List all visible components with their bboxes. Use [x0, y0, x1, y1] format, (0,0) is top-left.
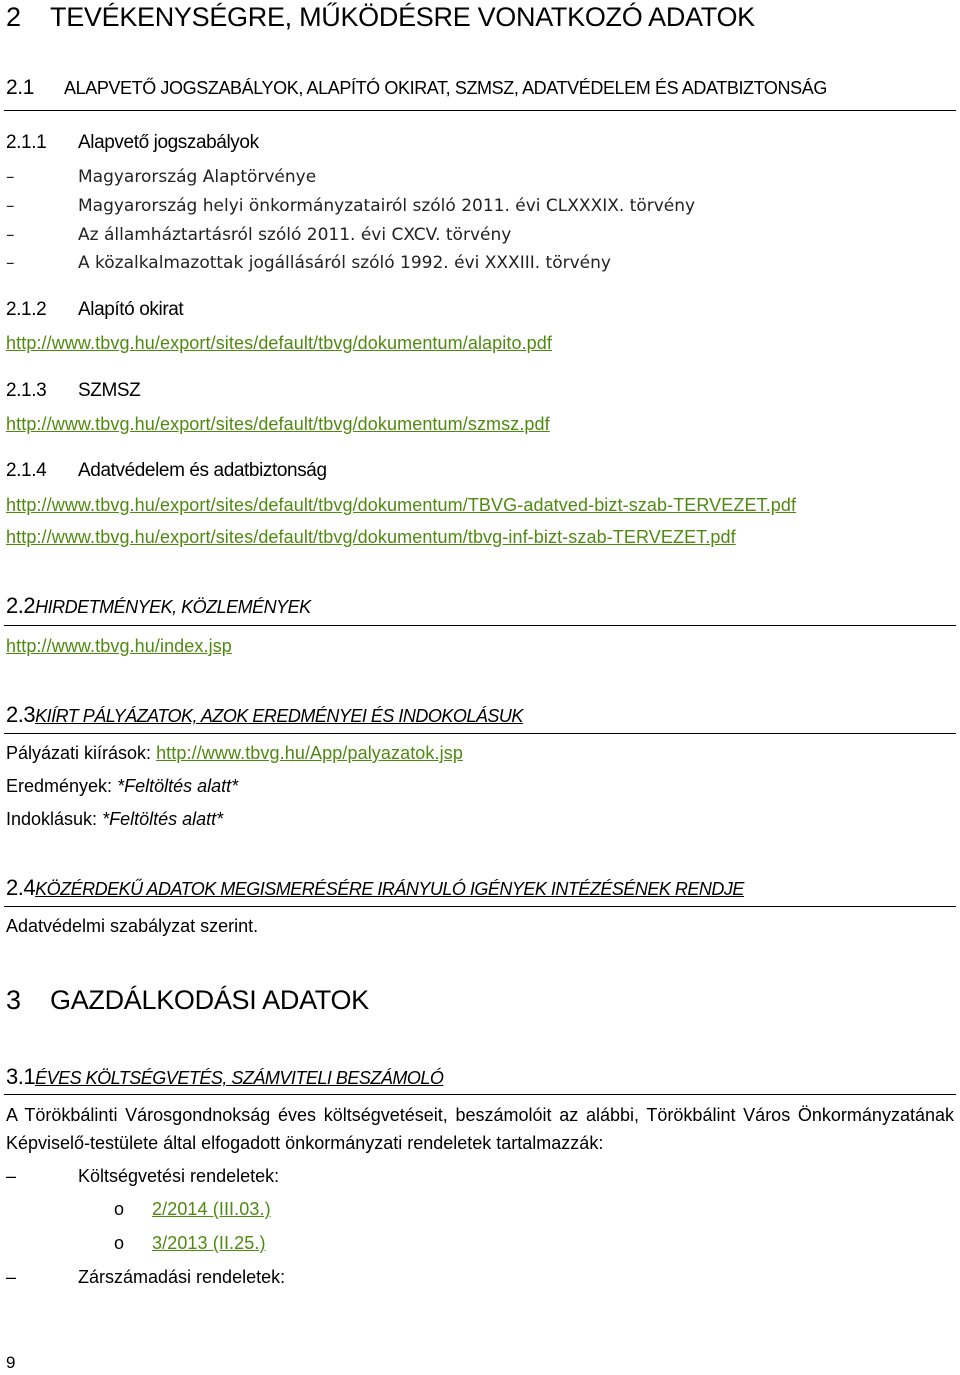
dash-bullet: –: [6, 225, 15, 245]
heading-title: GAZDÁLKODÁSI ADATOK: [50, 985, 369, 1015]
list-item: [6, 1166, 279, 1187]
heading-number: 2.1: [6, 76, 34, 99]
reasons-value: *Feltöltés alatt*: [102, 809, 224, 829]
results-label: Eredmények:: [6, 776, 118, 796]
circle-bullet: o: [114, 1233, 125, 1253]
list-item: [6, 167, 316, 187]
heading-number: 2.1.1: [6, 132, 47, 153]
link-decree-2013[interactable]: 3/2013 (II.25.): [152, 1233, 266, 1253]
heading-2-1: [6, 76, 827, 100]
list-item: [6, 225, 511, 245]
heading-rule: [4, 1094, 956, 1095]
heading-number: 2.3: [6, 702, 36, 727]
heading-2-2: [6, 593, 311, 619]
heading-2: [6, 2, 755, 33]
law-text: A közalkalmazottak jogállásáról szóló 1992. évi XXXIII. törvény: [78, 253, 611, 273]
budget-label: Költségvetési rendeletek:: [78, 1166, 280, 1186]
results-line: [6, 776, 238, 797]
heading-title: KIÍRT PÁLYÁZATOK, AZOK EREDMÉNYEI ÉS INDOKOLÁSUK: [35, 706, 523, 726]
heading-number: 2.4: [6, 875, 36, 900]
heading-title: TEVÉKENYSÉGRE, MŰKÖDÉSRE VONATKOZÓ ADATOK: [50, 2, 755, 32]
circle-bullet: o: [114, 1199, 125, 1219]
link-index[interactable]: http://www.tbvg.hu/index.jsp: [6, 636, 232, 656]
link-informatikai-biztonsag[interactable]: http://www.tbvg.hu/export/sites/default/tbvg/dokumentum/tbvg-inf-bizt-szab-TERVEZET.pdf: [6, 527, 736, 547]
heading-title: Adatvédelem és adatbiztonság: [78, 460, 327, 481]
heading-number: 2.1.4: [6, 460, 47, 481]
link-palyazatok[interactable]: http://www.tbvg.hu/App/palyazatok.jsp: [156, 743, 463, 763]
law-text: Magyarország helyi önkormányzatairól szóló 2011. évi CLXXXIX. törvény: [78, 196, 696, 216]
heading-title: ALAPVETŐ JOGSZABÁLYOK, ALAPÍTÓ OKIRAT, SZMSZ, ADATVÉDELEM ÉS ADATBIZTONSÁG: [64, 78, 827, 98]
results-value: *Feltöltés alatt*: [117, 776, 239, 796]
link-alapito-okirat[interactable]: http://www.tbvg.hu/export/sites/default/tbvg/dokumentum/alapito.pdf: [6, 333, 553, 353]
list-item: [6, 1267, 285, 1288]
heading-rule: [4, 110, 956, 111]
paragraph-3-1: A Törökbálinti Városgondnokság éves költségvetéseit, beszámolóit az alábbi, Törökbálint Város Önkormányzatának Képviselő-testülete által elfogadott önkormányzati rendeletek tartalmazzák:: [6, 1105, 954, 1153]
reasons-line: [6, 809, 223, 830]
dash-bullet: –: [6, 196, 15, 216]
heading-3: [6, 985, 369, 1016]
heading-title: Alapvető jogszabályok: [78, 132, 259, 153]
heading-title: KÖZÉRDEKŰ ADATOK MEGISMERÉSÉRE IRÁNYULÓ IGÉNYEK INTÉZÉSÉNEK RENDJE: [35, 879, 744, 899]
link-decree-2014[interactable]: 2/2014 (III.03.): [152, 1199, 271, 1219]
heading-2-4: [6, 875, 744, 901]
palyazat-line: [6, 743, 463, 764]
reasons-label: Indoklásuk:: [6, 809, 103, 829]
heading-title: HIRDETMÉNYEK, KÖZLEMÉNYEK: [35, 597, 311, 617]
heading-rule: [4, 625, 956, 626]
heading-title: Alapító okirat: [78, 299, 184, 320]
dash-bullet: –: [6, 1267, 17, 1287]
dash-bullet: –: [6, 253, 15, 273]
heading-title: SZMSZ: [78, 380, 141, 401]
palyazat-label: Pályázati kiírások:: [6, 743, 157, 763]
link-adatvedelem[interactable]: http://www.tbvg.hu/export/sites/default/tbvg/dokumentum/TBVG-adatved-bizt-szab-TERVEZET.pdf: [6, 495, 797, 515]
heading-number: 3.1: [6, 1064, 36, 1089]
sub-list-item: [114, 1199, 271, 1220]
law-text: Az államháztartásról szóló 2011. évi CXCV. törvény: [78, 225, 512, 245]
link-szmsz[interactable]: http://www.tbvg.hu/export/sites/default/tbvg/dokumentum/szmsz.pdf: [6, 414, 550, 434]
heading-rule: [4, 906, 956, 907]
sub-list-item: [114, 1233, 266, 1254]
heading-2-1-2: [6, 299, 183, 321]
heading-number: 2.1.2: [6, 299, 47, 320]
law-text: Magyarország Alaptörvénye: [78, 167, 317, 187]
heading-rule: [4, 733, 956, 734]
list-item: [6, 253, 611, 273]
heading-2-3: [6, 702, 523, 728]
heading-2-1-3: [6, 380, 140, 402]
heading-number: 3: [6, 985, 21, 1015]
list-item: [6, 196, 695, 216]
heading-2-1-1: [6, 132, 259, 154]
heading-2-1-4: [6, 460, 327, 482]
heading-3-1: [6, 1064, 443, 1090]
heading-number: 2.2: [6, 593, 36, 618]
dash-bullet: –: [6, 167, 15, 187]
closing-label: Zárszámadási rendeletek:: [78, 1267, 286, 1287]
page-number: 9: [6, 1353, 16, 1372]
adatvedelem-text: Adatvédelmi szabályzat szerint.: [6, 916, 259, 936]
dash-bullet: –: [6, 1166, 17, 1186]
heading-number: 2: [6, 2, 21, 32]
heading-title: ÉVES KÖLTSÉGVETÉS, SZÁMVITELI BESZÁMOLÓ: [35, 1068, 444, 1088]
heading-number: 2.1.3: [6, 380, 47, 401]
